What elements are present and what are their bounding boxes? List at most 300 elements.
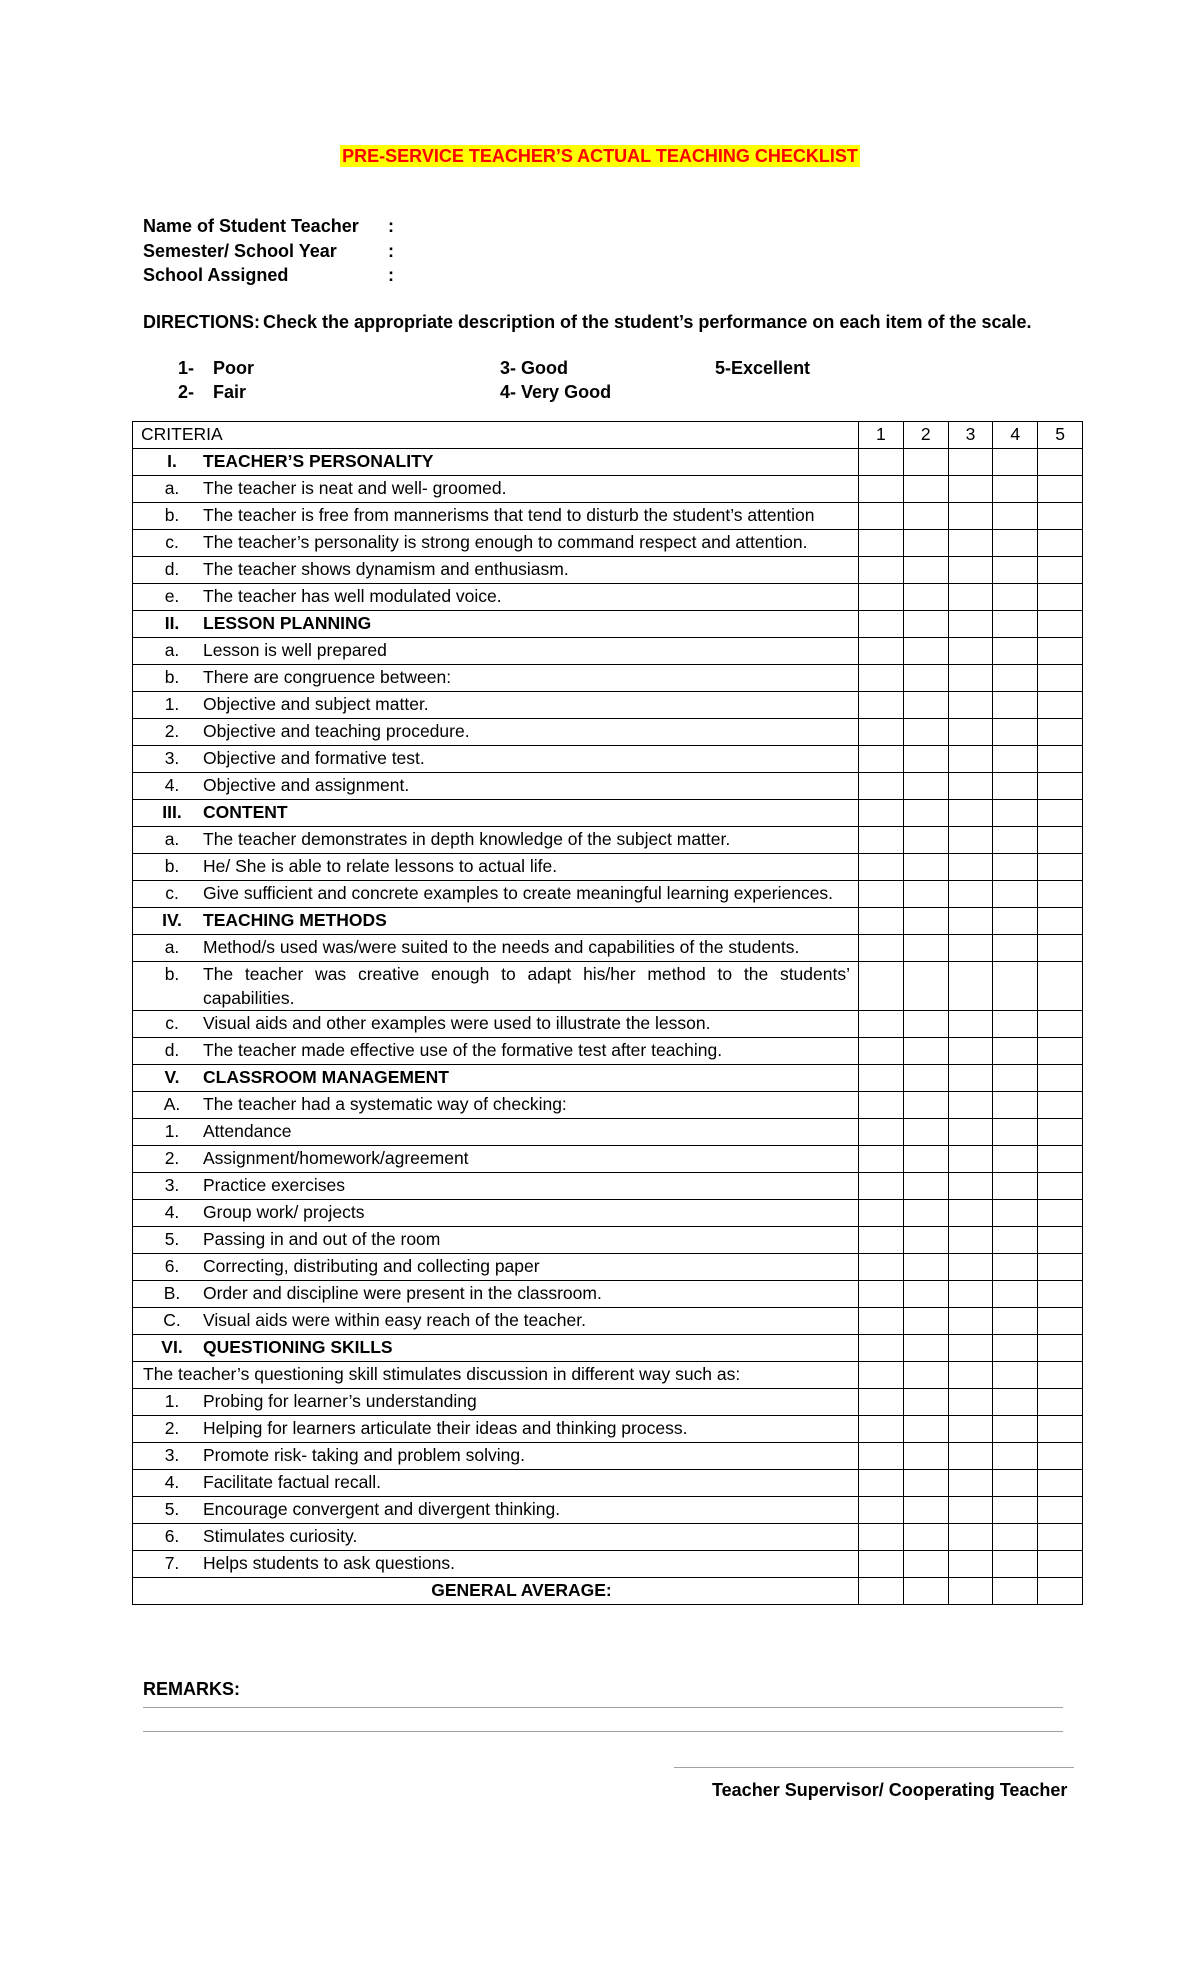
score-cell-3[interactable] [948, 1470, 993, 1497]
score-cell-5[interactable] [1038, 665, 1083, 692]
criteria-number: VI. [161, 1337, 183, 1357]
criteria-item [141, 1308, 850, 1332]
score-cell-4[interactable] [993, 800, 1038, 827]
score-cell-2[interactable] [903, 854, 948, 881]
score-cell-5[interactable] [1038, 908, 1083, 935]
score-cell-3[interactable] [948, 1524, 993, 1551]
score-cell-1[interactable] [859, 1119, 904, 1146]
criteria-cell [133, 503, 859, 530]
score-cell-4[interactable] [993, 1524, 1038, 1551]
signature-line[interactable] [674, 1767, 1074, 1768]
score-cell-3[interactable] [948, 638, 993, 665]
criteria-item [141, 800, 850, 824]
score-cell-5[interactable] [1038, 1119, 1083, 1146]
score-cell-2[interactable] [903, 773, 948, 800]
score-cell-3[interactable] [948, 719, 993, 746]
score-cell-4[interactable] [993, 1470, 1038, 1497]
score-cell-5[interactable] [1038, 611, 1083, 638]
score-cell-5[interactable] [1038, 1254, 1083, 1281]
score-cell-2[interactable] [903, 719, 948, 746]
score-cell-5[interactable] [1038, 1146, 1083, 1173]
criteria-number: 6. [164, 1256, 180, 1276]
score-cell-4[interactable] [993, 1173, 1038, 1200]
score-cell-5[interactable] [1038, 1443, 1083, 1470]
score-cell-5[interactable] [1038, 692, 1083, 719]
score-cell-4[interactable] [993, 1362, 1038, 1389]
score-cell-4[interactable] [993, 1065, 1038, 1092]
score-cell-4[interactable] [993, 665, 1038, 692]
score-cell-1[interactable] [859, 827, 904, 854]
criteria-number: 1. [164, 1121, 180, 1141]
score-cell-5[interactable] [1038, 1011, 1083, 1038]
score-cell-5[interactable] [1038, 1335, 1083, 1362]
score-cell-2[interactable] [903, 1200, 948, 1227]
score-cell-2[interactable] [903, 557, 948, 584]
remarks-line-1[interactable] [143, 1707, 1063, 1708]
score-cell-2[interactable] [903, 1038, 948, 1065]
score-cell-4[interactable] [993, 449, 1038, 476]
score-cell-3[interactable] [948, 881, 993, 908]
score-cell-5[interactable] [1038, 773, 1083, 800]
score-cell-4[interactable] [993, 1308, 1038, 1335]
table-row [133, 1389, 1083, 1416]
criteria-cell [133, 1551, 859, 1578]
score-cell-4[interactable] [993, 1038, 1038, 1065]
score-cell-4[interactable] [993, 584, 1038, 611]
criteria-item [141, 962, 850, 1010]
table-row [133, 1551, 1083, 1578]
score-cell-3[interactable] [948, 1443, 993, 1470]
score-cell-3[interactable] [948, 773, 993, 800]
score-cell-2[interactable] [903, 692, 948, 719]
score-cell-5[interactable] [1038, 557, 1083, 584]
score-cell-2[interactable] [903, 1362, 948, 1389]
score-cell-2[interactable] [903, 827, 948, 854]
score-cell-2[interactable] [903, 1497, 948, 1524]
average-score-cell-2[interactable] [903, 1578, 948, 1605]
score-cell-1[interactable] [859, 1011, 904, 1038]
score-cell-5[interactable] [1038, 719, 1083, 746]
criteria-text: Method/s used was/were suited to the needs and capabilities of the students. [203, 937, 800, 957]
score-cell-3[interactable] [948, 611, 993, 638]
score-cell-5[interactable] [1038, 1065, 1083, 1092]
score-cell-2[interactable] [903, 665, 948, 692]
score-cell-2[interactable] [903, 1524, 948, 1551]
score-cell-2[interactable] [903, 449, 948, 476]
score-cell-3[interactable] [948, 746, 993, 773]
criteria-text: The teacher shows dynamism and enthusiasm. [203, 559, 569, 579]
score-cell-5[interactable] [1038, 962, 1083, 1011]
score-cell-5[interactable] [1038, 1200, 1083, 1227]
criteria-number: c. [165, 1013, 179, 1033]
score-cell-3[interactable] [948, 1011, 993, 1038]
score-cell-2[interactable] [903, 530, 948, 557]
score-cell-1[interactable] [859, 584, 904, 611]
criteria-number: III. [162, 802, 182, 822]
score-cell-2[interactable] [903, 1281, 948, 1308]
criteria-cell [133, 908, 859, 935]
criteria-number: I. [167, 451, 177, 471]
score-cell-3[interactable] [948, 854, 993, 881]
score-cell-4[interactable] [993, 1200, 1038, 1227]
score-cell-2[interactable] [903, 935, 948, 962]
criteria-cell [133, 1524, 859, 1551]
criteria-number: 4. [164, 1202, 180, 1222]
criteria-number: 3. [164, 1445, 180, 1465]
score-cell-3[interactable] [948, 1281, 993, 1308]
score-cell-3[interactable] [948, 557, 993, 584]
score-cell-2[interactable] [903, 1065, 948, 1092]
scale-item-poor [178, 356, 254, 381]
score-cell-1[interactable] [859, 800, 904, 827]
score-cell-4[interactable] [993, 1281, 1038, 1308]
score-cell-4[interactable] [993, 1227, 1038, 1254]
score-cell-1[interactable] [859, 773, 904, 800]
score-cell-3[interactable] [948, 962, 993, 1011]
criteria-number: a. [164, 937, 180, 957]
score-cell-2[interactable] [903, 908, 948, 935]
score-cell-1[interactable] [859, 1524, 904, 1551]
score-cell-1[interactable] [859, 611, 904, 638]
criteria-cell [133, 1038, 859, 1065]
score-cell-3[interactable] [948, 1146, 993, 1173]
criteria-cell [133, 800, 859, 827]
score-cell-5[interactable] [1038, 1038, 1083, 1065]
info-label: Name of Student Teacher [143, 216, 359, 236]
criteria-cell [133, 1119, 859, 1146]
table-row [133, 1443, 1083, 1470]
score-cell-4[interactable] [993, 1011, 1038, 1038]
score-cell-4[interactable] [993, 881, 1038, 908]
score-cell-5[interactable] [1038, 584, 1083, 611]
score-cell-4[interactable] [993, 1497, 1038, 1524]
score-cell-2[interactable] [903, 962, 948, 1011]
score-cell-5[interactable] [1038, 1362, 1083, 1389]
criteria-cell [133, 557, 859, 584]
score-cell-3[interactable] [948, 1335, 993, 1362]
score-cell-1[interactable] [859, 1443, 904, 1470]
criteria-number: 1. [164, 694, 180, 714]
score-cell-4[interactable] [993, 1119, 1038, 1146]
score-cell-1[interactable] [859, 908, 904, 935]
score-cell-3[interactable] [948, 908, 993, 935]
score-cell-1[interactable] [859, 638, 904, 665]
score-cell-3[interactable] [948, 503, 993, 530]
score-cell-4[interactable] [993, 773, 1038, 800]
score-cell-5[interactable] [1038, 881, 1083, 908]
score-cell-1[interactable] [859, 692, 904, 719]
score-cell-2[interactable] [903, 1173, 948, 1200]
average-score-cell-1[interactable] [859, 1578, 904, 1605]
score-cell-1[interactable] [859, 1335, 904, 1362]
criteria-cell [133, 827, 859, 854]
score-cell-2[interactable] [903, 638, 948, 665]
criteria-number: a. [164, 640, 180, 660]
score-cell-5[interactable] [1038, 449, 1083, 476]
criteria-text: The teacher’s questioning skill stimulates discussion in different way such as: [143, 1364, 741, 1384]
score-cell-5[interactable] [1038, 1497, 1083, 1524]
score-cell-3[interactable] [948, 1389, 993, 1416]
score-cell-1[interactable] [859, 1146, 904, 1173]
section-heading: TEACHER’S PERSONALITY [203, 451, 434, 471]
criteria-number: 4. [164, 1472, 180, 1492]
score-cell-3[interactable] [948, 1065, 993, 1092]
criteria-item [141, 1335, 850, 1359]
score-cell-4[interactable] [993, 908, 1038, 935]
info-label: School Assigned [143, 265, 289, 285]
score-cell-4[interactable] [993, 557, 1038, 584]
score-cell-4[interactable] [993, 719, 1038, 746]
criteria-item [141, 881, 850, 905]
score-cell-1[interactable] [859, 719, 904, 746]
score-cell-1[interactable] [859, 1308, 904, 1335]
score-cell-3[interactable] [948, 476, 993, 503]
score-cell-3[interactable] [948, 1092, 993, 1119]
criteria-number: d. [164, 1040, 180, 1060]
score-cell-1[interactable] [859, 665, 904, 692]
score-cell-5[interactable] [1038, 638, 1083, 665]
table-row [133, 557, 1083, 584]
criteria-cell [133, 1227, 859, 1254]
scale-label: Excellent [731, 358, 811, 378]
criteria-text: Stimulates curiosity. [203, 1526, 358, 1546]
criteria-item [141, 1119, 850, 1143]
criteria-item [141, 449, 850, 473]
rating-scale [178, 356, 878, 408]
criteria-item [141, 1551, 850, 1575]
score-cell-2[interactable] [903, 1389, 948, 1416]
score-cell-2[interactable] [903, 1335, 948, 1362]
section-heading: LESSON PLANNING [203, 613, 372, 633]
score-cell-2[interactable] [903, 1254, 948, 1281]
criteria-cell [133, 449, 859, 476]
score-cell-5[interactable] [1038, 746, 1083, 773]
score-cell-5[interactable] [1038, 476, 1083, 503]
scale-item-fair [178, 380, 246, 405]
score-cell-1[interactable] [859, 1551, 904, 1578]
criteria-text: The teacher has well modulated voice. [203, 586, 502, 606]
score-cell-3[interactable] [948, 1200, 993, 1227]
score-cell-4[interactable] [993, 854, 1038, 881]
score-cell-3[interactable] [948, 449, 993, 476]
table-row [133, 1254, 1083, 1281]
score-cell-4[interactable] [993, 935, 1038, 962]
score-cell-4[interactable] [993, 692, 1038, 719]
info-separator: : [388, 216, 394, 236]
score-cell-1[interactable] [859, 1092, 904, 1119]
criteria-cell [133, 1443, 859, 1470]
page-title: PRE-SERVICE TEACHER’S ACTUAL TEACHING CHECKLIST [342, 146, 858, 166]
score-cell-1[interactable] [859, 530, 904, 557]
score-cell-1[interactable] [859, 1200, 904, 1227]
criteria-item [141, 1281, 850, 1305]
score-cell-1[interactable] [859, 476, 904, 503]
score-cell-3[interactable] [948, 1308, 993, 1335]
criteria-cell [133, 1065, 859, 1092]
score-cell-3[interactable] [948, 800, 993, 827]
score-cell-1[interactable] [859, 1065, 904, 1092]
remarks-line-2[interactable] [143, 1731, 1063, 1732]
score-cell-5[interactable] [1038, 1551, 1083, 1578]
score-cell-4[interactable] [993, 638, 1038, 665]
score-cell-1[interactable] [859, 1497, 904, 1524]
score-cell-1[interactable] [859, 1254, 904, 1281]
score-cell-3[interactable] [948, 935, 993, 962]
criteria-number: 2. [164, 721, 180, 741]
table-header-row [133, 422, 1083, 449]
criteria-number: 2. [164, 1418, 180, 1438]
criteria-item [141, 638, 850, 662]
score-cell-1[interactable] [859, 935, 904, 962]
score-cell-4[interactable] [993, 1416, 1038, 1443]
score-cell-3[interactable] [948, 665, 993, 692]
score-cell-2[interactable] [903, 1470, 948, 1497]
score-cell-3[interactable] [948, 1173, 993, 1200]
criteria-cell [133, 1389, 859, 1416]
average-score-cell-5[interactable] [1038, 1578, 1083, 1605]
table-row [133, 476, 1083, 503]
score-cell-3[interactable] [948, 1227, 993, 1254]
score-cell-4[interactable] [993, 1389, 1038, 1416]
score-cell-4[interactable] [993, 827, 1038, 854]
score-cell-5[interactable] [1038, 1227, 1083, 1254]
score-cell-4[interactable] [993, 1146, 1038, 1173]
score-cell-3[interactable] [948, 584, 993, 611]
table-row [133, 1173, 1083, 1200]
criteria-text: Visual aids were within easy reach of the teacher. [203, 1310, 586, 1330]
score-cell-5[interactable] [1038, 1470, 1083, 1497]
score-cell-2[interactable] [903, 1146, 948, 1173]
score-cell-1[interactable] [859, 1281, 904, 1308]
score-cell-5[interactable] [1038, 800, 1083, 827]
criteria-item [141, 854, 850, 878]
average-score-cell-3[interactable] [948, 1578, 993, 1605]
score-cell-5[interactable] [1038, 1173, 1083, 1200]
score-cell-2[interactable] [903, 1119, 948, 1146]
score-cell-5[interactable] [1038, 1389, 1083, 1416]
score-cell-2[interactable] [903, 503, 948, 530]
score-cell-4[interactable] [993, 476, 1038, 503]
score-cell-1[interactable] [859, 1470, 904, 1497]
score-cell-3[interactable] [948, 1254, 993, 1281]
score-cell-4[interactable] [993, 1254, 1038, 1281]
score-cell-4[interactable] [993, 530, 1038, 557]
criteria-header: CRITERIA [133, 422, 859, 449]
criteria-number: b. [164, 964, 180, 984]
score-cell-1[interactable] [859, 1416, 904, 1443]
score-cell-1[interactable] [859, 557, 904, 584]
score-cell-1[interactable] [859, 1173, 904, 1200]
criteria-text: The teacher was creative enough to adapt his/her method to the students’ capabilities. [203, 964, 850, 1008]
score-cell-5[interactable] [1038, 1524, 1083, 1551]
criteria-number: B. [163, 1283, 181, 1303]
score-cell-3[interactable] [948, 530, 993, 557]
scale-item-excellent [715, 356, 810, 381]
criteria-item [141, 530, 850, 554]
scale-item-very-good [500, 380, 611, 405]
score-cell-5[interactable] [1038, 1416, 1083, 1443]
score-cell-5[interactable] [1038, 1281, 1083, 1308]
score-cell-4[interactable] [993, 1335, 1038, 1362]
score-cell-4[interactable] [993, 1443, 1038, 1470]
criteria-item [141, 1497, 850, 1521]
score-cell-1[interactable] [859, 854, 904, 881]
score-cell-3[interactable] [948, 1038, 993, 1065]
score-cell-2[interactable] [903, 1092, 948, 1119]
score-cell-3[interactable] [948, 692, 993, 719]
score-cell-1[interactable] [859, 1362, 904, 1389]
score-cell-2[interactable] [903, 800, 948, 827]
score-cell-2[interactable] [903, 1551, 948, 1578]
criteria-item [141, 1227, 850, 1251]
score-cell-3[interactable] [948, 1362, 993, 1389]
score-cell-3[interactable] [948, 827, 993, 854]
score-cell-2[interactable] [903, 584, 948, 611]
score-cell-2[interactable] [903, 881, 948, 908]
criteria-item [141, 611, 850, 635]
score-cell-5[interactable] [1038, 1308, 1083, 1335]
score-cell-3[interactable] [948, 1497, 993, 1524]
score-cell-4[interactable] [993, 611, 1038, 638]
criteria-item [141, 935, 850, 959]
score-cell-2[interactable] [903, 1416, 948, 1443]
score-cell-3[interactable] [948, 1551, 993, 1578]
score-cell-5[interactable] [1038, 854, 1083, 881]
score-cell-1[interactable] [859, 881, 904, 908]
average-score-cell-4[interactable] [993, 1578, 1038, 1605]
score-cell-5[interactable] [1038, 827, 1083, 854]
score-cell-4[interactable] [993, 503, 1038, 530]
score-cell-5[interactable] [1038, 530, 1083, 557]
score-cell-1[interactable] [859, 746, 904, 773]
criteria-number: A. [163, 1094, 181, 1114]
score-cell-4[interactable] [993, 962, 1038, 1011]
score-header-1: 1 [859, 422, 904, 449]
score-cell-1[interactable] [859, 503, 904, 530]
score-cell-3[interactable] [948, 1416, 993, 1443]
criteria-cell [133, 1146, 859, 1173]
score-cell-1[interactable] [859, 1389, 904, 1416]
score-header-4: 4 [993, 422, 1038, 449]
score-cell-1[interactable] [859, 1038, 904, 1065]
score-cell-4[interactable] [993, 1092, 1038, 1119]
score-cell-2[interactable] [903, 1011, 948, 1038]
score-cell-2[interactable] [903, 1443, 948, 1470]
score-cell-5[interactable] [1038, 935, 1083, 962]
score-cell-1[interactable] [859, 449, 904, 476]
score-cell-2[interactable] [903, 746, 948, 773]
criteria-text: Visual aids and other examples were used to illustrate the lesson. [203, 1013, 711, 1033]
table-row [133, 719, 1083, 746]
criteria-number: 7. [164, 1553, 180, 1573]
score-cell-3[interactable] [948, 1119, 993, 1146]
score-cell-2[interactable] [903, 611, 948, 638]
table-row [133, 746, 1083, 773]
score-cell-1[interactable] [859, 962, 904, 1011]
criteria-number: 4. [164, 775, 180, 795]
score-cell-2[interactable] [903, 476, 948, 503]
criteria-item [141, 1092, 850, 1116]
criteria-cell [133, 584, 859, 611]
score-cell-1[interactable] [859, 1227, 904, 1254]
score-cell-4[interactable] [993, 1551, 1038, 1578]
score-cell-4[interactable] [993, 746, 1038, 773]
score-header-2: 2 [903, 422, 948, 449]
score-cell-2[interactable] [903, 1227, 948, 1254]
score-cell-5[interactable] [1038, 503, 1083, 530]
score-cell-5[interactable] [1038, 1092, 1083, 1119]
score-cell-2[interactable] [903, 1308, 948, 1335]
